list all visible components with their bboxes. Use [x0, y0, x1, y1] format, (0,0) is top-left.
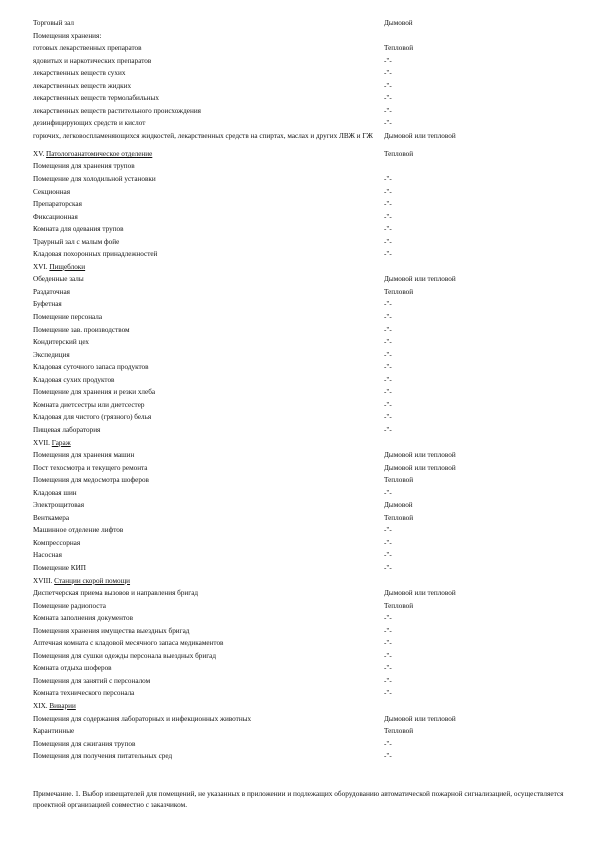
detector-type: -"-: [384, 119, 392, 128]
table-row: [33, 223, 573, 236]
table-row: [33, 42, 573, 55]
room-name: Кондитерский цех: [33, 338, 90, 347]
table-row: [33, 298, 573, 311]
table-row: [33, 17, 573, 30]
section-title: [33, 148, 378, 161]
table-row: [33, 30, 573, 43]
room-name: Буфетная: [33, 300, 62, 309]
detector-type: -"-: [384, 752, 392, 761]
detector-type: Тепловой: [384, 513, 414, 522]
room-name: лекарственных веществ термолабильных: [33, 94, 159, 103]
room-name: Помещения для получения питательных сред: [33, 752, 173, 761]
room-name: Помещения для сушки одежды персонала выездных бригад: [33, 651, 217, 660]
detector-type: Тепловой: [384, 476, 414, 485]
room-name: Помещение для холодильной установки: [33, 175, 156, 184]
detector-type: -"-: [384, 664, 392, 673]
section-name: Пищеблоки: [49, 262, 86, 271]
room-name: готовых лекарственных препаратов: [33, 44, 142, 53]
detector-type: -"-: [384, 225, 392, 234]
detector-type: -"-: [384, 626, 392, 635]
detector-type: Тепловой: [384, 149, 414, 158]
room-name: дезинфицирующих средств и кислот: [33, 119, 146, 128]
detector-type: -"-: [384, 212, 392, 221]
table-row: [33, 537, 573, 550]
detector-type: Дымовой или тепловой: [384, 589, 456, 598]
section-header-row: [33, 261, 573, 274]
table-row: [33, 662, 573, 675]
table-row: [33, 675, 573, 688]
room-name: Пищевая лаборатория: [33, 425, 101, 434]
table-row: [33, 273, 573, 286]
detector-type: Тепловой: [384, 287, 414, 296]
room-name: Препараторская: [33, 200, 82, 209]
detector-type: -"-: [384, 739, 392, 748]
section-number: XV.: [33, 149, 47, 158]
room-name: Фиксационная: [33, 212, 78, 221]
detector-type: -"-: [384, 538, 392, 547]
detector-type: Дымовой: [384, 19, 413, 27]
equipment-table: [33, 17, 573, 763]
room-name: Помещения хранения:: [33, 31, 102, 40]
table-row: [33, 236, 573, 249]
table-row: [33, 324, 573, 337]
room-name: Кладовая похоронных принадлежностей: [33, 250, 158, 259]
room-name: Комната отдыха шоферов: [33, 664, 112, 673]
room-name: ядовитых и наркотических препаратов: [33, 56, 152, 65]
table-row: [33, 336, 573, 349]
table-row: [33, 587, 573, 600]
room-name: Насосная: [33, 551, 62, 560]
room-name: Раздаточная: [33, 287, 70, 296]
section-title: [33, 700, 378, 713]
table-row: [33, 198, 573, 211]
room-name: Обеденные залы: [33, 275, 84, 284]
section-header-row: [33, 437, 573, 450]
table-row: [33, 55, 573, 68]
detector-type: -"-: [384, 488, 392, 497]
section-name: Виварии: [49, 701, 76, 710]
table-row: [33, 713, 573, 726]
table-row: [33, 750, 573, 763]
room-name: Траурный зал с малым фойе: [33, 237, 120, 246]
detector-type: -"-: [384, 237, 392, 246]
detector-type: -"-: [384, 639, 392, 648]
detector-type: -"-: [384, 413, 392, 422]
detector-type: Дымовой или тепловой: [384, 451, 456, 460]
detector-type: Дымовой или тепловой: [384, 131, 456, 140]
table-row: [33, 449, 573, 462]
detector-type: Тепловой: [384, 601, 414, 610]
room-name: Диспетчерская приема вызовов и направления бригад: [33, 589, 199, 598]
room-name: Кладовая суточного запаса продуктов: [33, 363, 149, 372]
table-row: [33, 637, 573, 650]
detector-type: -"-: [384, 175, 392, 184]
table-row: [33, 130, 573, 148]
detector-type: -"-: [384, 313, 392, 322]
detector-type: Дымовой или тепловой: [384, 275, 456, 284]
room-name: Помещение радиопоста: [33, 601, 106, 610]
table-row: [33, 625, 573, 638]
detector-type: -"-: [384, 300, 392, 309]
detector-type: -"-: [384, 200, 392, 209]
room-name: лекарственных веществ растительного происхождения: [33, 106, 201, 115]
room-name: Помещение зав. производством: [33, 325, 130, 334]
table-row: [33, 462, 573, 475]
detector-type: -"-: [384, 338, 392, 347]
room-name: Комната технического персонала: [33, 689, 135, 698]
room-name: лекарственных веществ сухих: [33, 69, 126, 78]
room-name: Электрощитовая: [33, 501, 85, 510]
section-header-row: [33, 575, 573, 588]
table-row: [33, 612, 573, 625]
room-name: Помещения для медосмотра шоферов: [33, 476, 149, 485]
detector-type: Тепловой: [384, 44, 414, 53]
table-row: [33, 562, 573, 575]
section-number: XVI.: [33, 262, 50, 271]
table-row: [33, 474, 573, 487]
room-name: Помещение КИП: [33, 563, 86, 572]
table-row: [33, 524, 573, 537]
detector-type: -"-: [384, 614, 392, 623]
table-row: [33, 549, 573, 562]
section-title: [33, 437, 378, 450]
room-name: Комната заполнения документов: [33, 614, 133, 623]
room-name: Торговый зал: [33, 19, 74, 27]
detector-type: -"-: [384, 551, 392, 560]
detector-type: -"-: [384, 689, 392, 698]
section-header-row: [33, 700, 573, 713]
table-row: [33, 386, 573, 399]
room-name: Помещения хранения имущества выездных бригад: [33, 626, 190, 635]
room-name: Комната для одевания трупов: [33, 225, 124, 234]
table-row: [33, 424, 573, 437]
table-row: [33, 186, 573, 199]
detector-type: -"-: [384, 651, 392, 660]
section-header-row: [33, 148, 573, 161]
room-name: Помещения для сжигания трупов: [33, 739, 136, 748]
table-row: [33, 738, 573, 751]
detector-type: -"-: [384, 563, 392, 572]
detector-type: Дымовой или тепловой: [384, 463, 456, 472]
detector-type: -"-: [384, 325, 392, 334]
table-row: [33, 349, 573, 362]
detector-type: -"-: [384, 187, 392, 196]
table-row: [33, 160, 573, 173]
room-name: Комната диетсестры или диетсестер: [33, 400, 145, 409]
section-title: [33, 261, 378, 274]
detector-type: Дымовой: [384, 501, 413, 510]
table-row: [33, 211, 573, 224]
room-name: Карантинные: [33, 727, 75, 736]
table-row: [33, 499, 573, 512]
table-row: [33, 117, 573, 130]
detector-type: -"-: [384, 363, 392, 372]
table-row: [33, 687, 573, 700]
footnote: Примечание. 1. Выбор извещателей для помещений, не указанных в приложении и подлежащих оборудованию автоматической пожарной сигнализацией, осуществляется проектной организацией совместно с заказчиком.: [33, 789, 564, 809]
room-name: Кладовая сухих продуктов: [33, 375, 115, 384]
detector-type: -"-: [384, 425, 392, 434]
detector-type: -"-: [384, 350, 392, 359]
detector-type: -"-: [384, 676, 392, 685]
table-row: [33, 600, 573, 613]
table-row: [33, 487, 573, 500]
room-name: горючих, легковоспламеняющихся жидкостей, лекарственных средств на спиртах, маслах и других ЛВЖ и ГЖ: [33, 131, 373, 140]
room-name: лекарственных веществ жидких: [33, 81, 132, 90]
detector-type: Тепловой: [384, 727, 414, 736]
table-row: [33, 512, 573, 525]
table-row: [33, 67, 573, 80]
detector-type: -"-: [384, 375, 392, 384]
table-row: [33, 399, 573, 412]
table-row: [33, 411, 573, 424]
table-row: [33, 80, 573, 93]
detector-type: -"-: [384, 388, 392, 397]
room-name: Венткамера: [33, 513, 70, 522]
room-name: Помещения для хранения трупов: [33, 162, 135, 171]
section-number: XVIII.: [33, 576, 55, 585]
room-name: Секционная: [33, 187, 71, 196]
table-row: [33, 248, 573, 261]
section-name: Гараж: [51, 438, 71, 447]
room-name: Кладовая шин: [33, 488, 77, 497]
detector-type: Дымовой или тепловой: [384, 714, 456, 723]
section-number: XVII.: [33, 438, 52, 447]
section-name: Патологоанатомическое отделение: [46, 149, 153, 158]
table-row: [33, 105, 573, 118]
detector-type: -"-: [384, 250, 392, 259]
section-name: Станции скорой помощи: [54, 576, 131, 585]
room-name: Пост техосмотра и текущего ремонта: [33, 463, 148, 472]
room-name: Помещение для хранения и резки хлеба: [33, 388, 156, 397]
table-row: [33, 725, 573, 738]
table-row: [33, 92, 573, 105]
room-name: Помещения для хранения машин: [33, 451, 135, 460]
detector-type: -"-: [384, 94, 392, 103]
room-name: Аптечная комната с кладовой месячного запаса медикаментов: [33, 639, 224, 648]
room-name: Помещения для содержания лабораторных и инфекционных животных: [33, 714, 252, 723]
room-name: Кладовая для чистого (грязного) белья: [33, 413, 152, 422]
detector-type: -"-: [384, 400, 392, 409]
room-name: Помещение персонала: [33, 313, 103, 322]
detector-type: -"-: [384, 81, 392, 90]
detector-type: -"-: [384, 106, 392, 115]
table-row: [33, 374, 573, 387]
table-row: [33, 286, 573, 299]
detector-type: -"-: [384, 69, 392, 78]
detector-type: -"-: [384, 56, 392, 65]
section-title: [33, 575, 378, 588]
room-name: Помещения для занятий с персоналом: [33, 676, 151, 685]
section-number: XIX.: [33, 701, 50, 710]
room-name: Машинное отделение лифтов: [33, 526, 124, 535]
room-name: Экспедиция: [33, 350, 70, 359]
table-row: [33, 173, 573, 186]
room-name: Компрессорная: [33, 538, 81, 547]
table-row: [33, 311, 573, 324]
table-row: [33, 361, 573, 374]
table-row: [33, 650, 573, 663]
detector-type: -"-: [384, 526, 392, 535]
